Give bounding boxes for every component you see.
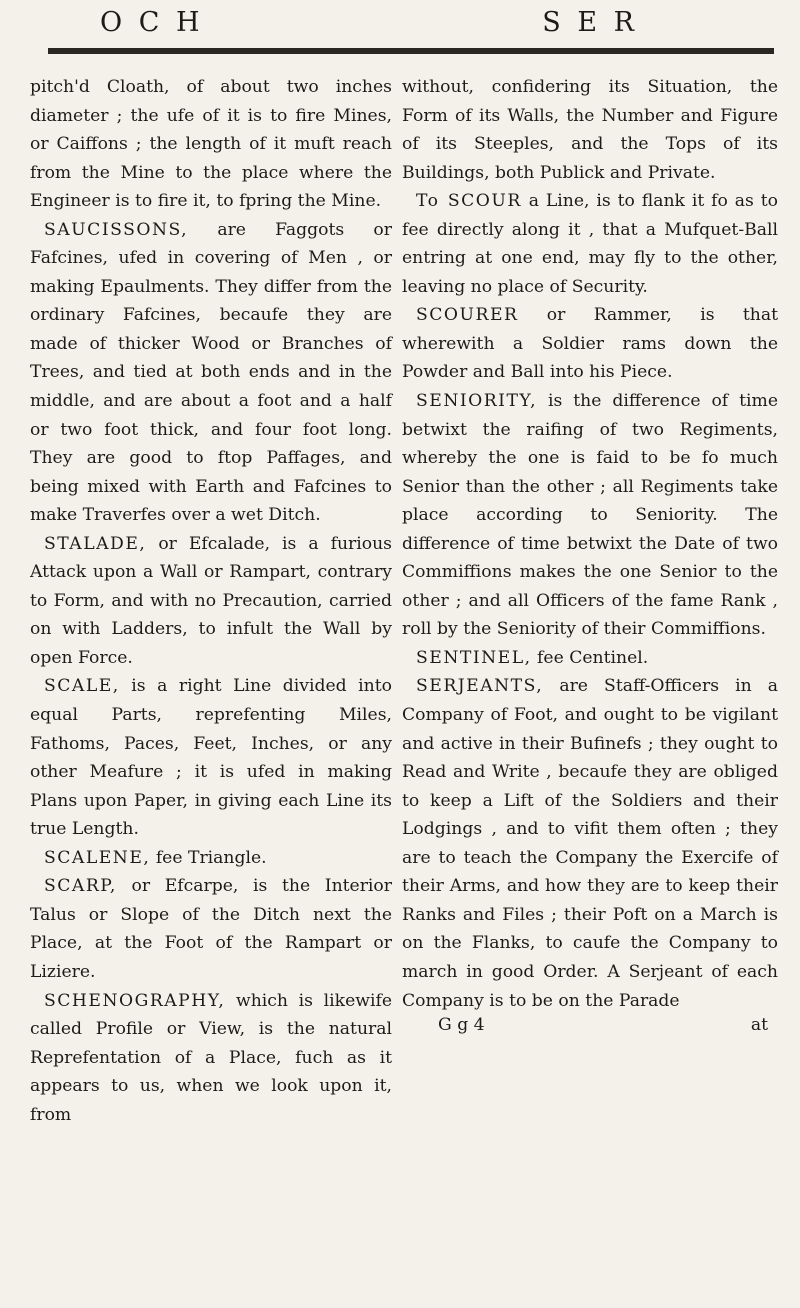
entry-headword: STALADE, — [44, 533, 147, 554]
entry-text: fee Triangle. — [150, 847, 267, 868]
running-head-left: O C H — [100, 7, 204, 38]
entry-text: or Rammer, is that wherewith a Soldier rams down the Powder and Ball into his Piece. — [402, 305, 778, 383]
header-rule — [48, 48, 774, 54]
entry-text: pitch'd Cloath, of about two inches diameter ; the ufe of it is to fire Mines, or Caiffons ; the length of it muft reach from the Mine to the place where the Engineer is to fire it, to fpring the Mine. — [30, 77, 392, 212]
catchword: at — [750, 1015, 768, 1036]
entry-text: or Efcarpe, is the Interior Talus or Slope of the Ditch next the Place, at the Foot of the Rampart or Liziere. — [30, 876, 392, 982]
entry-paragraph — [30, 530, 392, 673]
entry-paragraph — [402, 187, 778, 301]
signature-mark: G g 4 — [438, 1015, 485, 1036]
entry-paragraph — [30, 872, 392, 986]
entry-text: a Line, is to flank it fo as to fee directly along it , that a Mufquet-Ball entring at one end, may fly to the other, leaving no place of Security. — [402, 191, 778, 297]
entry-paragraph — [402, 672, 778, 1015]
entry-text: is a right Line divided into equal Parts, reprefenting Miles, Fathoms, Paces, Feet, Inches, or any other Meafure ; it is ufed in making Plans upon Paper, in giving each Line its true Length. — [30, 676, 392, 840]
entry-paragraph — [30, 987, 392, 1130]
entry-headword: SENTINEL, — [416, 647, 532, 668]
entry-headword: SCHENOGRAPHY, — [44, 990, 226, 1011]
entry-headword: SCALE, — [44, 676, 120, 697]
entry-text: are Faggots or Fafcines, ufed in covering of Men , or making Epaulments. They differ from the ordinary Fafcines, becaufe they are made of thicker Wood or Branches of Trees, and tied at both ends and in the middle, and are about a foot and a half or two foot thick, and four foot long. They are good to ftop Paffages, and being mixed with Earth and Fafcines to make Traverfes over a wet Ditch. — [30, 219, 392, 526]
entry-headword: SCOURER — [416, 305, 519, 326]
running-head-right: S E R — [542, 7, 638, 38]
entry-text: which is likewife called Profile or View, is the natural Reprefentation of a Place, fuch as it appears to us, when we look upon it, from — [30, 990, 392, 1125]
entry-headword: To SCOUR — [416, 191, 522, 212]
entry-paragraph — [30, 73, 392, 216]
entry-text: without, confidering its Situation, the Form of its Walls, the Number and Figure of its Steeples, and the Tops of its Buildings, both Publick and Private. — [402, 77, 778, 183]
entry-paragraph — [30, 672, 392, 843]
running-head — [30, 0, 778, 40]
entry-headword: SAUCISSONS, — [44, 219, 189, 240]
entry-text: are Staff-Officers in a Company of Foot, and ought to be vigilant and active in their Bufinefs ; they ought to Read and Write , becaufe they are obliged to keep a Lift of the Soldiers and their Lodgings , and to vifit them often ; they are to teach the Company the Exercife of their Arms, and how they are to keep their Ranks and Files ; their Poft on a March is on the Flanks, to caufe the Company to march in good Order. A Serjeant of each Company is to be on the Parade — [402, 676, 778, 1011]
entry-headword: SCARP, — [44, 876, 117, 897]
entry-text: is the difference of time betwixt the raifing of two Regiments, whereby the one is faid to be fo much Senior than the other ; all Regiments take place according to Seniority. The difference of time betwixt the Date of two Commiffions makes the one Senior to the other ; and all Officers of the fame Rank , roll by the Seniority of their Commiffions. — [402, 391, 778, 640]
entry-paragraph — [402, 387, 778, 644]
entry-paragraph — [402, 301, 778, 387]
entry-paragraph — [30, 844, 392, 873]
entry-headword: SERJEANTS, — [416, 676, 544, 697]
entry-paragraph — [402, 73, 778, 187]
entry-text: fee Centinel. — [531, 647, 649, 668]
entry-paragraph — [30, 216, 392, 530]
entry-text: or Efcalade, is a furious Attack upon a Wall or Rampart, contrary to Form, and with no Precaution, carried on with Ladders, to infult the Wall by open Force. — [30, 533, 392, 668]
entry-paragraph — [402, 644, 778, 673]
page-footer — [438, 1013, 768, 1037]
text-columns — [30, 73, 778, 1129]
left-column — [30, 73, 392, 1129]
entry-headword: SCALENE, — [44, 847, 151, 868]
entry-headword: SENIORITY, — [416, 391, 538, 412]
right-column — [402, 73, 778, 1129]
